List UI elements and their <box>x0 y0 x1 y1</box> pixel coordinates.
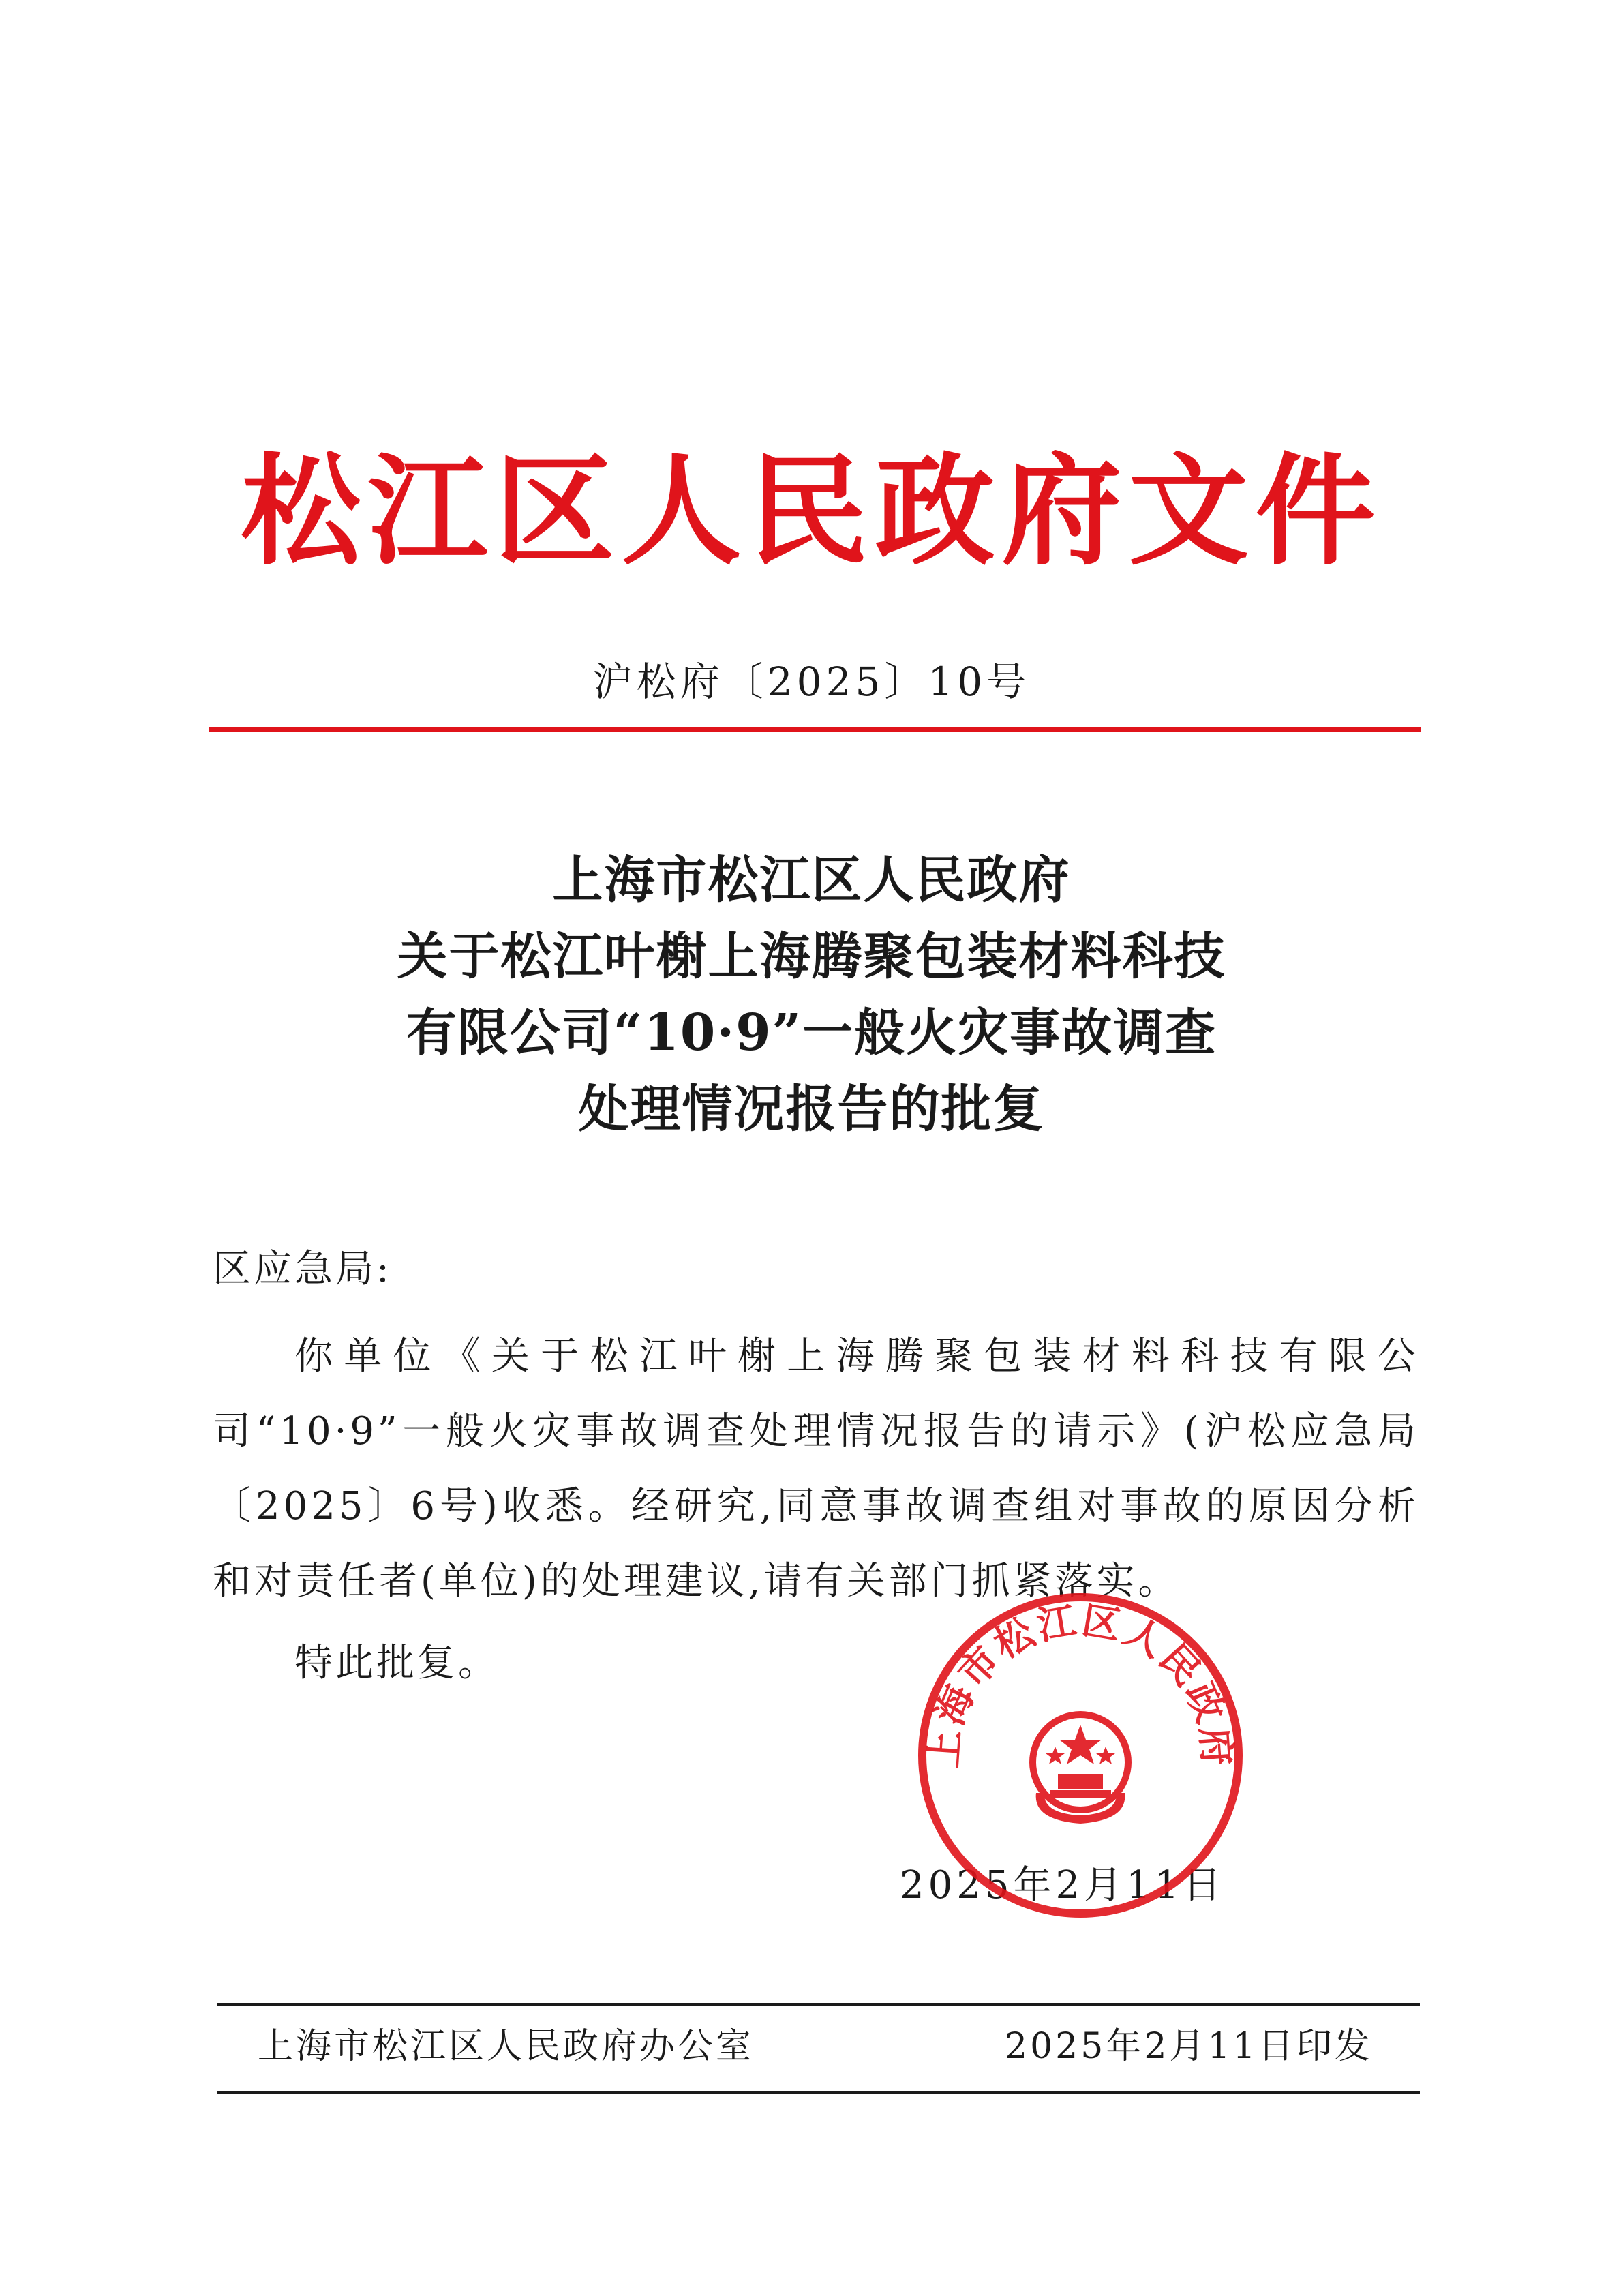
document-header: 松江区人民政府文件 <box>241 440 1382 581</box>
svg-text:上海市松江区人民政府: 上海市松江区人民政府 <box>921 1597 1240 1770</box>
salutation: 区应急局: <box>213 1247 392 1291</box>
title-line: 有限公司“10·9”一般火灾事故调查 <box>406 1003 1217 1062</box>
footer-issue-date: 2025年2月11日印发 <box>1005 2026 1373 2067</box>
red-separator-line <box>209 727 1421 732</box>
footer-issuer: 上海市松江区人民政府办公室 <box>258 2026 755 2067</box>
document-title <box>0 842 1623 1147</box>
closing-remark: 特此批复。 <box>294 1641 499 1685</box>
title-line: 处理情况报告的批复 <box>578 1080 1045 1138</box>
signature-date: 2025年2月11日 <box>900 1863 1226 1907</box>
footer-top-rule <box>217 2003 1420 2006</box>
footer-bottom-rule <box>217 2091 1420 2094</box>
document-number: 沪松府〔2025〕10号 <box>592 659 1031 705</box>
title-line: 关于松江叶榭上海腾聚包装材料科技 <box>397 927 1226 986</box>
body-paragraph: 你单位《关于松江叶榭上海腾聚包装材料科技有限公司“10·9”一般火灾事故调查处理情况报告的请示》(沪松应急局〔2025〕6号)收悉。经研究,同意事故调查组对事故的原因分析和对责任者(单位)的处理建议,请有关部门抓紧落实。 <box>213 1334 1419 1603</box>
title-line: 上海市松江区人民政府 <box>552 851 1071 909</box>
